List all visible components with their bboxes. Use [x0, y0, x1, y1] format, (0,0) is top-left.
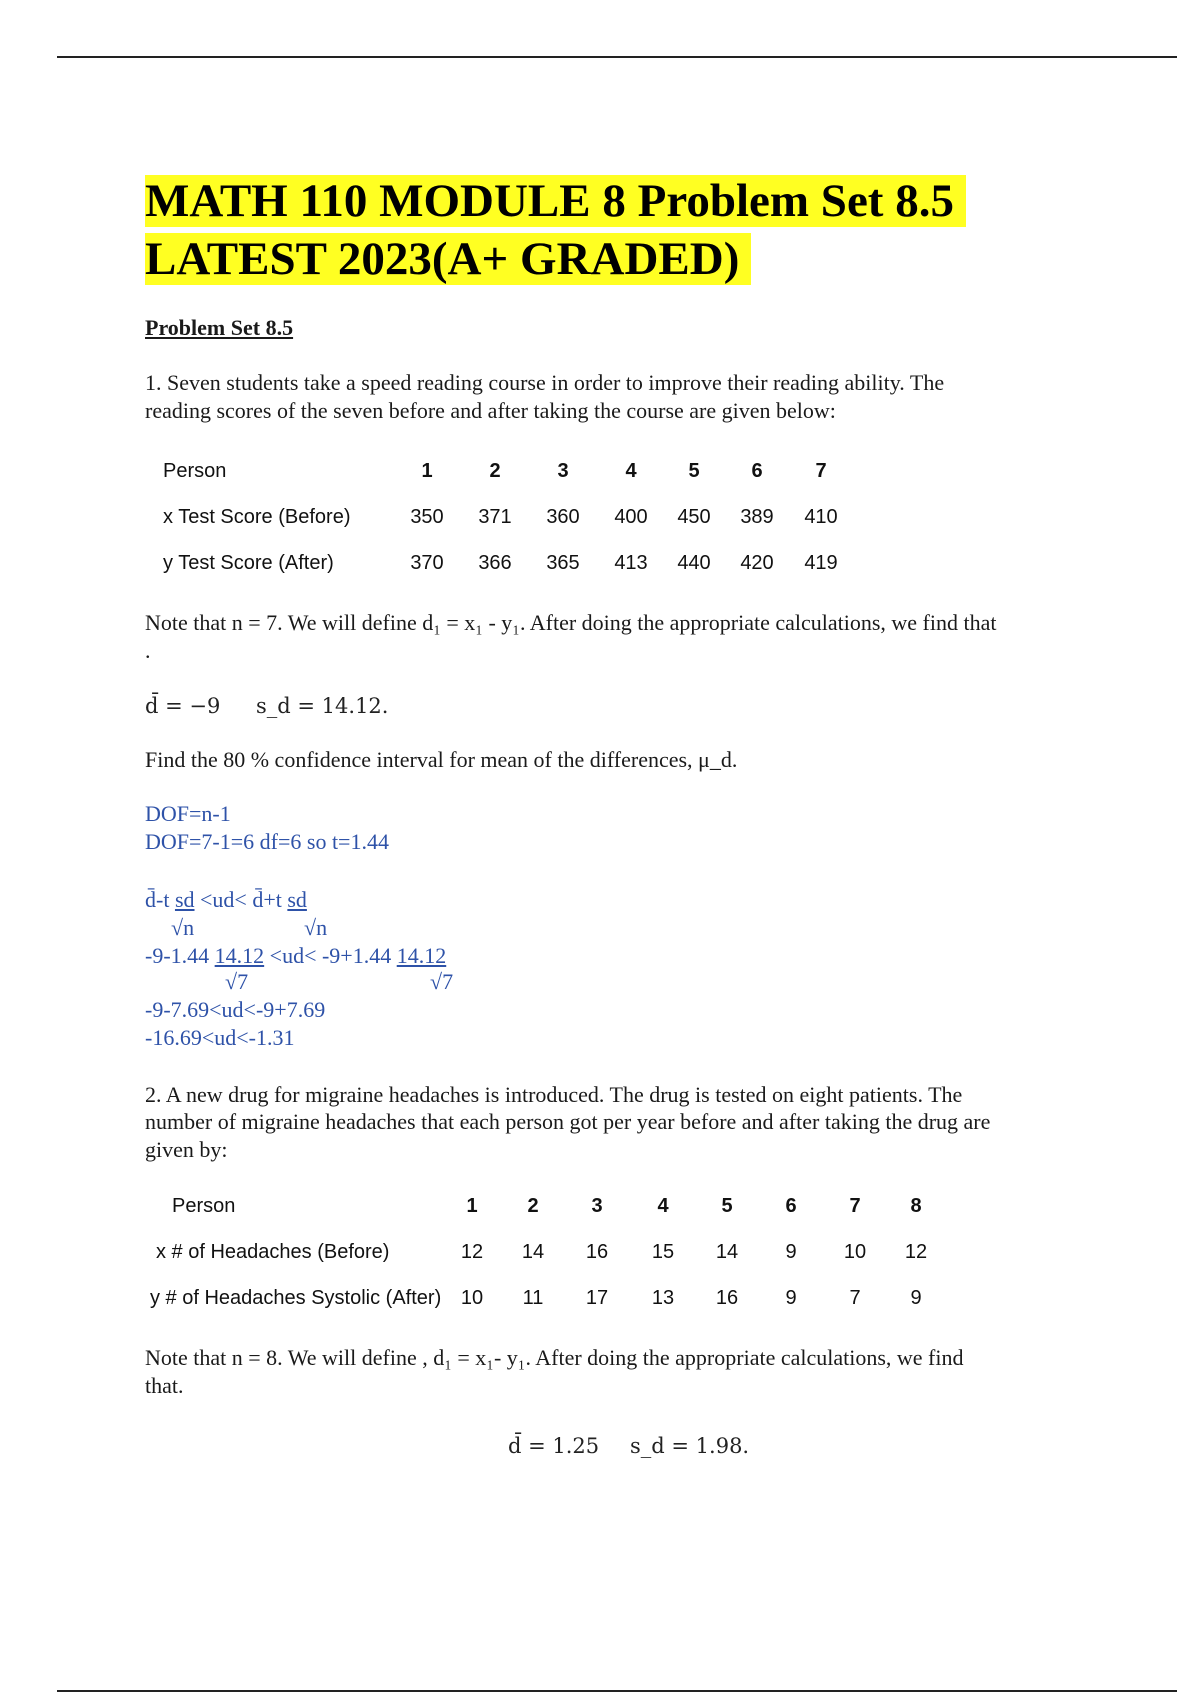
table-header-label: Person — [172, 1194, 236, 1217]
table-row — [163, 494, 851, 540]
table-header-cell: 3 — [591, 1194, 603, 1217]
table-cell: 420 — [740, 551, 774, 574]
substitution-denominator: √7 — [430, 969, 454, 994]
problem1-sd: s_d = 14.12. — [256, 694, 389, 718]
table-header-cell: 7 — [849, 1194, 861, 1217]
table-header-row — [150, 1183, 946, 1229]
table-header-cell: 2 — [489, 459, 501, 482]
title-line-2: LATEST 2023(A+ GRADED) — [145, 233, 751, 285]
table-row — [150, 1229, 946, 1275]
formula-denominator: √n — [304, 915, 328, 940]
solution-dof-value: DOF=7-1=6 df=6 so t=1.44 — [145, 829, 389, 854]
table-row — [150, 1275, 946, 1321]
table-cell: 366 — [478, 551, 512, 574]
table-cell: 413 — [614, 551, 648, 574]
substitution-middle: <ud< -9+1.44 — [264, 943, 397, 968]
table-header-cell: 8 — [910, 1194, 922, 1217]
problem2-sd: s_d = 1.98. — [630, 1434, 750, 1458]
problem1-note-line2: . — [145, 638, 151, 663]
problem1-table — [163, 448, 851, 586]
section-heading: Problem Set 8.5 — [145, 315, 294, 340]
problem2-intro-line2: number of migraine headaches that each person got per year before and after taking the drug are — [145, 1109, 991, 1134]
problem2-table — [150, 1183, 946, 1321]
table-cell: 450 — [677, 505, 711, 528]
formula-left: d̄-t — [145, 887, 175, 912]
table-cell: 10 — [460, 1286, 484, 1309]
table-cell: 14 — [715, 1240, 739, 1263]
row-label: y Test Score (After) — [163, 551, 334, 574]
table-header-cell: 7 — [815, 459, 827, 482]
table-cell: 10 — [843, 1240, 867, 1263]
table-cell: 11 — [522, 1286, 544, 1309]
bottom-rule — [57, 1690, 1177, 1692]
table-cell: 16 — [585, 1240, 609, 1263]
problem1-note-line1: Note that n = 7. We will define d₁ = x₁ - y₁. After doing the appropriate calculations, we find that — [145, 610, 997, 635]
table-cell: 17 — [585, 1286, 609, 1309]
table-header-cell: 1 — [421, 459, 433, 482]
problem2-dbar: d̄ = 1.25 — [508, 1434, 600, 1458]
table-header-cell: 4 — [657, 1194, 669, 1217]
problem2-intro-line1: 2. A new drug for migraine headaches is introduced. The drug is tested on eight patients. The — [145, 1082, 963, 1107]
solution-substitution — [145, 943, 446, 969]
table-cell: 410 — [804, 505, 838, 528]
formula-sd-numerator: sd — [287, 887, 307, 912]
solution-step4: -16.69<ud<-1.31 — [145, 1025, 295, 1050]
substitution-denominator: √7 — [225, 969, 249, 994]
solution-step3: -9-7.69<ud<-9+7.69 — [145, 997, 326, 1022]
table-cell: 13 — [651, 1286, 675, 1309]
table-cell: 14 — [521, 1240, 545, 1263]
substitution-numerator: 14.12 — [214, 943, 265, 968]
table-header-cell: 4 — [625, 459, 637, 482]
table-header-cell: 6 — [751, 459, 763, 482]
table-header-label: Person — [163, 459, 227, 482]
table-header-cell: 1 — [466, 1194, 478, 1217]
problem1-intro-line2: reading scores of the seven before and after taking the course are given below: — [145, 398, 836, 423]
row-label: x Test Score (Before) — [163, 505, 351, 528]
table-cell: 389 — [740, 505, 774, 528]
formula-sd-numerator: sd — [174, 887, 195, 912]
table-cell: 365 — [546, 551, 580, 574]
table-cell: 16 — [715, 1286, 739, 1309]
title-line-1: MATH 110 MODULE 8 Problem Set 8.5 — [145, 175, 966, 227]
substitution-left: -9-1.44 — [145, 943, 215, 968]
table-header-cell: 6 — [785, 1194, 797, 1217]
table-cell: 12 — [460, 1240, 484, 1263]
problem1-intro-line1: 1. Seven students take a speed reading course in order to improve their reading ability. The — [145, 370, 945, 395]
table-cell: 350 — [410, 505, 444, 528]
table-header-cell: 5 — [721, 1194, 733, 1217]
table-header-cell: 3 — [557, 459, 569, 482]
table-cell: 9 — [910, 1286, 922, 1309]
formula-denominator: √n — [171, 915, 195, 940]
solution-dof-formula: DOF=n-1 — [145, 801, 231, 826]
table-cell: 371 — [478, 505, 512, 528]
table-cell: 15 — [651, 1240, 675, 1263]
solution-formula — [145, 887, 307, 913]
table-row — [163, 540, 851, 586]
table-cell: 370 — [410, 551, 444, 574]
document-title — [145, 172, 966, 288]
table-header-cell: 5 — [688, 459, 700, 482]
problem2-note-line2: that. — [145, 1373, 184, 1398]
table-cell: 9 — [785, 1286, 797, 1309]
problem2-note-line1: Note that n = 8. We will define , d₁ = x₁- y₁. After doing the appropriate calculations, we find — [145, 1345, 964, 1370]
formula-middle: <ud< d̄+t — [194, 887, 288, 912]
row-label: x # of Headaches (Before) — [156, 1240, 390, 1263]
table-cell: 400 — [614, 505, 648, 528]
substitution-numerator: 14.12 — [396, 943, 447, 968]
table-cell: 12 — [904, 1240, 928, 1263]
row-label: y # of Headaches Systolic (After) — [150, 1286, 442, 1309]
top-rule — [57, 56, 1177, 58]
problem1-dbar: d̄ = −9 — [145, 694, 221, 718]
table-header-row — [163, 448, 851, 494]
table-cell: 9 — [785, 1240, 797, 1263]
problem2-intro-line3: given by: — [145, 1137, 228, 1162]
table-cell: 360 — [546, 505, 580, 528]
table-header-cell: 2 — [527, 1194, 539, 1217]
table-cell: 419 — [804, 551, 838, 574]
table-cell: 7 — [849, 1286, 861, 1309]
table-cell: 440 — [677, 551, 711, 574]
problem1-question: Find the 80 % confidence interval for mean of the differences, μ_d. — [145, 747, 738, 772]
